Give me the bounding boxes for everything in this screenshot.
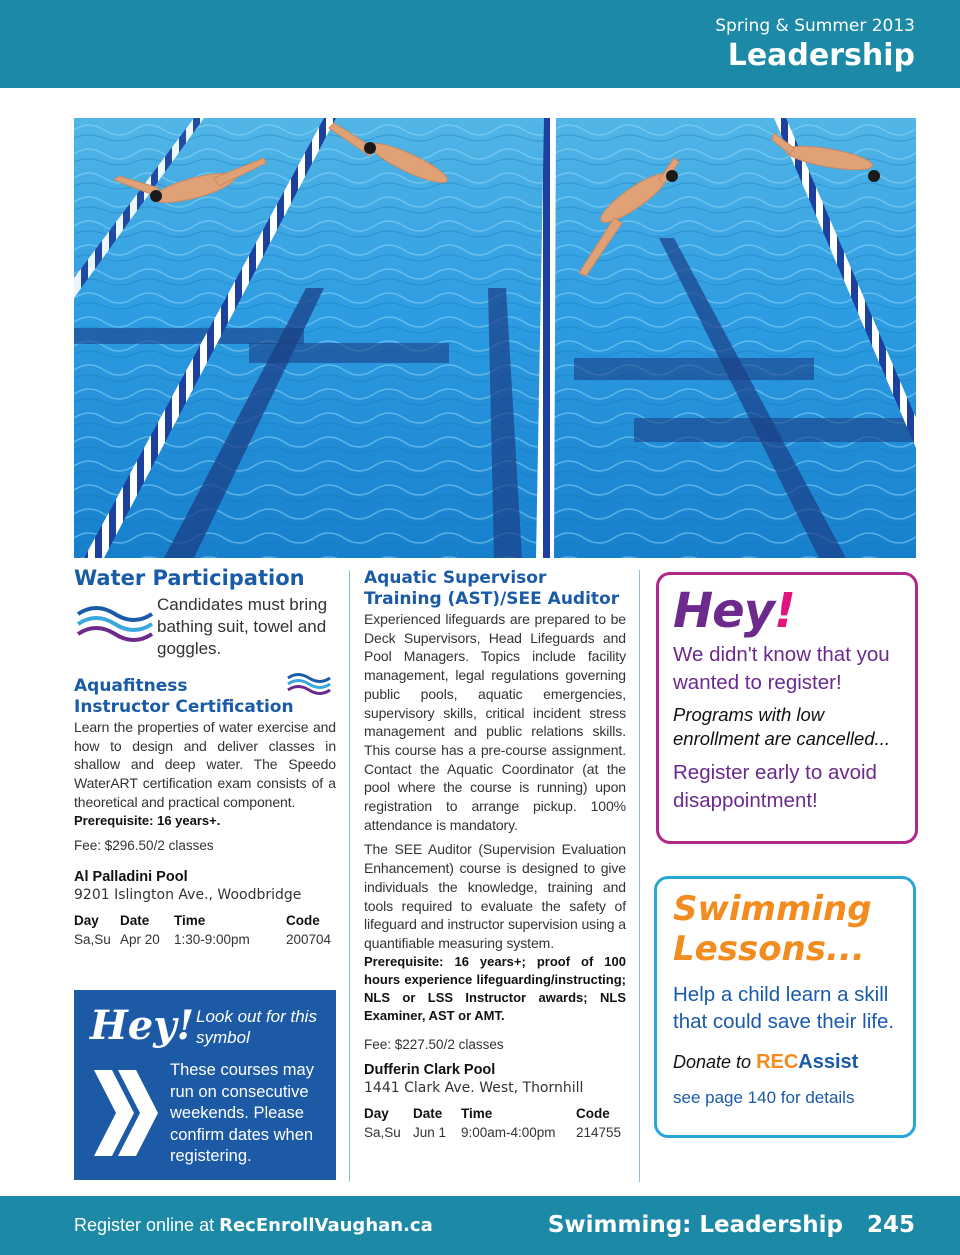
aquatic-supervisor-description: Experienced lifeguards are prepared to be Deck Supervisors, Head Lifeguards and Pool Managers. Topics include facility management, legal regulations governing public pools, aquatic emergencies, supervisory skills, critical incident stress management and public relations skills. This course has a pre-course assignment. Contact the Aquatic Coordinator (at the pool where the course is running) upon registration to arrange pickup. 100% attendance is mandatory. bbox=[364, 611, 626, 833]
cell-code: 214755 bbox=[576, 1124, 622, 1140]
column-header-date: Date bbox=[413, 1105, 443, 1121]
hey-label: Hey! bbox=[90, 1002, 195, 1049]
consecutive-weekends-note: These courses may run on consecutive weekends. Please confirm dates when registering. bbox=[170, 1061, 314, 1166]
aquatic-supervisor-fee: Fee: $227.50/2 classes bbox=[364, 1036, 504, 1052]
water-waves-icon bbox=[286, 670, 332, 696]
column-header-time: Time bbox=[461, 1105, 493, 1121]
exclamation-mark: ! bbox=[774, 583, 795, 639]
aquatic-supervisor-location: Dufferin Clark Pool bbox=[364, 1061, 496, 1078]
look-out-text: Look out for this symbol bbox=[196, 1007, 317, 1047]
aquatic-supervisor-address: 1441 Clark Ave. West, Thornhill bbox=[364, 1079, 584, 1096]
cell-day: Sa,Su bbox=[364, 1124, 401, 1140]
water-participation-text: Candidates must bring bathing suit, towel and goggles. bbox=[157, 595, 328, 658]
swimming-pool-photo bbox=[74, 118, 916, 558]
aquafitness-prerequisite: Prerequisite: 16 years+. bbox=[74, 812, 221, 828]
aquatic-supervisor-prerequisite: Prerequisite: 16 years+; proof of 100 hours experience lifeguarding/instructing; NLS or LSS Instructor awards; NLS Examiner, AST or AMT. bbox=[364, 953, 626, 1023]
cell-day: Sa,Su bbox=[74, 931, 111, 947]
column-header-code: Code bbox=[286, 912, 320, 928]
cell-code: 200704 bbox=[286, 931, 332, 947]
hey-symbol-box bbox=[74, 990, 336, 1180]
column-divider bbox=[349, 570, 350, 1182]
aquafitness-description: Learn the properties of water exercise and how to design and deliver classes in shallow and deep water. The Speedo WaterART certification exam consists of a theoretical and practical component. bbox=[74, 719, 336, 810]
water-waves-icon bbox=[76, 600, 154, 644]
donate-prefix: Donate to bbox=[673, 1052, 757, 1072]
cell-date: Apr 20 bbox=[120, 931, 160, 947]
hey-heading bbox=[673, 583, 901, 639]
register-url[interactable]: RecEnrollVaughan.ca bbox=[219, 1215, 433, 1236]
page-header bbox=[0, 0, 960, 88]
column-header-code: Code bbox=[576, 1105, 610, 1121]
aquafitness-title-line1: Aquafitness bbox=[74, 676, 188, 696]
section-title: Leadership bbox=[727, 38, 915, 73]
column-middle bbox=[364, 568, 626, 1140]
assist-logo-text: Assist bbox=[798, 1051, 859, 1073]
double-chevron-icon bbox=[94, 1070, 158, 1156]
page-footer bbox=[0, 1196, 960, 1255]
aquatic-supervisor-title-line1: Aquatic Supervisor bbox=[364, 568, 547, 588]
swimming-lessons-box bbox=[654, 876, 916, 1138]
swimming-lessons-title: Swimming Lessons... bbox=[673, 889, 872, 969]
column-header-day: Day bbox=[74, 912, 99, 928]
table-row bbox=[74, 932, 331, 947]
column-header-day: Day bbox=[364, 1105, 389, 1121]
column-left bbox=[74, 566, 336, 947]
donate-line bbox=[673, 1051, 897, 1074]
register-message: We didn't know that you wanted to register! bbox=[673, 643, 890, 694]
aquafitness-title-line2: Instructor Certification bbox=[74, 697, 294, 717]
table-row bbox=[364, 1125, 621, 1140]
aquafitness-fee: Fee: $296.50/2 classes bbox=[74, 837, 214, 853]
aquafitness-heading bbox=[74, 676, 336, 718]
water-participation-note bbox=[74, 590, 336, 664]
cell-time: 1:30-9:00pm bbox=[174, 931, 250, 947]
footer-section-page bbox=[548, 1212, 915, 1238]
aquafitness-address: 9201 Islington Ave., Woodbridge bbox=[74, 886, 302, 903]
column-header-date: Date bbox=[120, 912, 150, 928]
column-divider bbox=[639, 570, 640, 1182]
water-participation-title: Water Participation bbox=[74, 566, 305, 590]
rec-logo-text: REC bbox=[756, 1051, 799, 1073]
season-label: Spring & Summer 2013 bbox=[715, 16, 915, 36]
page-number: 245 bbox=[866, 1212, 915, 1238]
hey-word: Hey bbox=[673, 583, 775, 639]
aquatic-supervisor-title-line2: Training (AST)/SEE Auditor bbox=[364, 589, 620, 609]
register-early-box bbox=[656, 572, 918, 844]
cell-date: Jun 1 bbox=[413, 1124, 447, 1140]
register-early-message: Register early to avoid disappointment! bbox=[673, 761, 877, 812]
see-page-reference: see page 140 for details bbox=[673, 1088, 855, 1107]
cancellation-message: Programs with low enrollment are cancelled... bbox=[673, 704, 890, 749]
register-prefix: Register online at bbox=[74, 1215, 220, 1235]
help-child-text: Help a child learn a skill that could save their life. bbox=[673, 983, 895, 1033]
see-auditor-description: The SEE Auditor (Supervision Evaluation Enhancement) course is designed to give individuals the knowledge, training and tools required to evaluate the safety of lifeguard and instructor supervision using a quantifiable measuring system. bbox=[364, 841, 626, 951]
register-online-line bbox=[74, 1215, 433, 1236]
aquatic-supervisor-schedule-table bbox=[364, 1106, 621, 1140]
column-header-time: Time bbox=[174, 912, 206, 928]
footer-section-title: Swimming: Leadership bbox=[547, 1212, 843, 1238]
aquafitness-schedule-table bbox=[74, 913, 331, 947]
cell-time: 9:00am-4:00pm bbox=[461, 1124, 556, 1140]
aquafitness-location: Al Palladini Pool bbox=[74, 868, 188, 885]
